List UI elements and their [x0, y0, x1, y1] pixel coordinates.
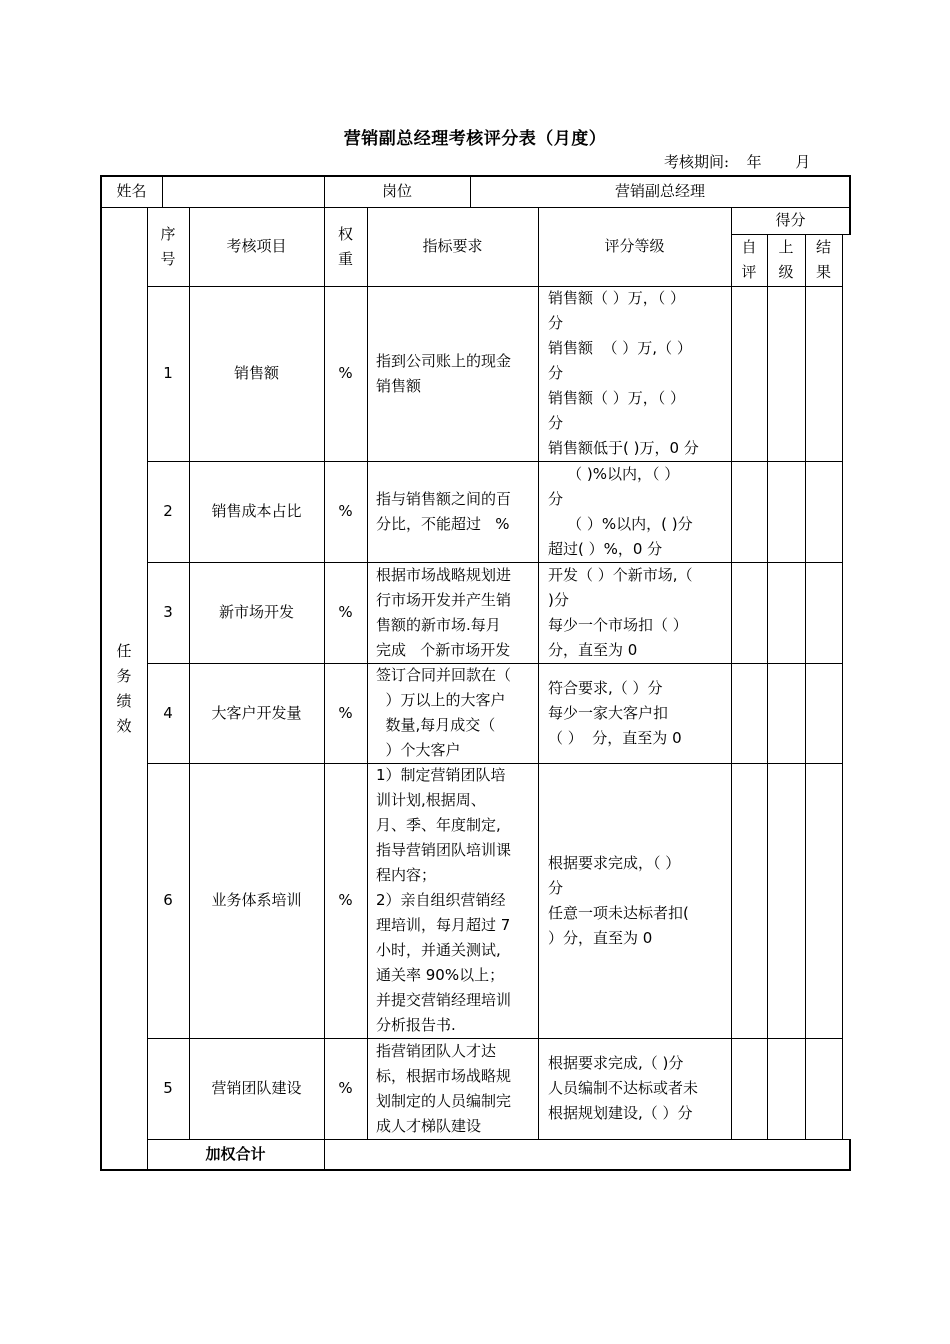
- indicator-line: 指营销团队人才达: [376, 1041, 497, 1060]
- grading-line: （ )%以内，（ ）: [548, 464, 680, 483]
- grid-line: [538, 207, 539, 1139]
- indicator-line: 销售额: [376, 376, 422, 395]
- indicator-line: 程内容；: [376, 866, 437, 884]
- weight-header: 权 重: [337, 224, 353, 268]
- grid-line: [100, 1169, 851, 1171]
- indicator-header: 指标要求: [422, 237, 483, 255]
- indicator-line: 标，根据市场战略规: [376, 1066, 512, 1085]
- row-weight: %: [338, 603, 353, 621]
- row-superior-score[interactable]: [767, 461, 805, 562]
- row-weight: %: [338, 891, 353, 909]
- grading-line: 分: [548, 878, 564, 897]
- category-label: 任 务 绩 效: [116, 641, 132, 735]
- row-self-score[interactable]: [731, 763, 767, 1038]
- grading-line: 开发（ ）个新市场,（: [548, 565, 693, 584]
- row-grading: [538, 286, 731, 461]
- grid-line: [731, 234, 851, 235]
- indicator-line: 签订合同并回款在（: [376, 666, 512, 684]
- grading-line: 销售额（ ）万，（ ）: [548, 389, 686, 407]
- grading-line: 分，直至为 0: [548, 640, 638, 659]
- row-item: 新市场开发: [218, 603, 294, 621]
- row-indicator: [367, 763, 538, 1038]
- grading-header: 评分等级: [604, 237, 665, 255]
- grid-line: [849, 1139, 851, 1171]
- grading-line: 每少一个市场扣（ ）: [548, 615, 688, 634]
- grading-line: 分: [548, 364, 564, 382]
- grid-line: [147, 763, 842, 764]
- period-month: 月: [795, 153, 811, 171]
- grid-line: [100, 175, 851, 177]
- indicator-line: 根据市场战略规划进: [376, 565, 512, 584]
- name-label: 姓名: [116, 182, 147, 200]
- grid-line: [731, 207, 732, 1139]
- grading-line: 分: [548, 489, 564, 508]
- row-superior-score[interactable]: [767, 663, 805, 763]
- grading-line: 销售额 （ ）万,（ ）: [548, 339, 692, 357]
- grid-line: [189, 207, 190, 1139]
- grid-line: [147, 663, 842, 664]
- row-result-score[interactable]: [805, 562, 842, 663]
- assessment-period: [664, 151, 810, 172]
- item-header: 考核项目: [226, 237, 287, 255]
- row-grading: [538, 1038, 731, 1139]
- row-item: 业务体系培训: [211, 891, 302, 909]
- row-superior-score[interactable]: [767, 286, 805, 461]
- seq-header: 序 号: [160, 224, 176, 268]
- grading-line: 销售额低于( )万，0 分: [548, 439, 699, 457]
- grading-line: 根据要求完成，（ ）: [548, 853, 681, 872]
- row-grading: [538, 461, 731, 562]
- row-weight: %: [338, 502, 353, 520]
- grading-line: （ ） 分，直至为 0: [548, 728, 682, 747]
- grid-line: [470, 175, 471, 207]
- weighted-total-value[interactable]: [324, 1139, 850, 1170]
- row-indicator: [367, 663, 538, 763]
- row-seq: 1: [163, 364, 173, 382]
- superior-score-header: 上 级: [778, 238, 794, 281]
- grading-line: 超过( ）%，0 分: [548, 539, 663, 558]
- indicator-line: 成人才梯队建设: [376, 1116, 482, 1135]
- result-score-header: 结 果: [815, 238, 831, 281]
- period-label: 考核期间:: [664, 153, 730, 171]
- row-item: 营销团队建设: [211, 1079, 302, 1097]
- period-year: 年: [746, 153, 762, 171]
- position-label: 岗位: [381, 182, 412, 200]
- grid-line: [842, 234, 843, 1139]
- row-weight: %: [338, 364, 353, 382]
- row-superior-score[interactable]: [767, 1038, 805, 1139]
- row-superior-score[interactable]: [767, 763, 805, 1038]
- row-result-score[interactable]: [805, 763, 842, 1038]
- grid-line: [162, 175, 163, 207]
- row-indicator: [367, 286, 538, 461]
- grid-line: [324, 175, 325, 207]
- grading-line: 任意一项未达标者扣(: [548, 903, 689, 922]
- row-result-score[interactable]: [805, 663, 842, 763]
- name-value[interactable]: [162, 176, 324, 207]
- row-result-score[interactable]: [805, 461, 842, 562]
- weighted-total-label: 加权合计: [205, 1145, 266, 1163]
- row-self-score[interactable]: [731, 562, 767, 663]
- row-grading: [538, 663, 731, 763]
- row-superior-score[interactable]: [767, 562, 805, 663]
- indicator-line: 指导营销团队培训课: [376, 841, 512, 859]
- grading-line: 分: [548, 314, 564, 332]
- grading-line: 每少一家大客户扣: [548, 703, 669, 722]
- grading-line: 根据要求完成,（ )分: [548, 1054, 684, 1072]
- grading-line: 人员编制不达标或者未: [548, 1079, 699, 1097]
- indicator-line: 并提交营销经理培训: [376, 991, 512, 1009]
- indicator-line: 月、季、年度制定,: [376, 816, 501, 834]
- grid-line: [805, 234, 806, 1139]
- row-indicator: [367, 1038, 538, 1139]
- grid-line: [147, 1139, 851, 1140]
- row-seq: 2: [163, 502, 173, 520]
- row-self-score[interactable]: [731, 663, 767, 763]
- grading-line: ）分，直至为 0: [548, 928, 653, 947]
- indicator-line: 1）制定营销团队培: [376, 766, 506, 784]
- grid-line: [147, 207, 148, 1170]
- row-weight: %: [338, 1079, 353, 1097]
- indicator-line: ）万以上的大客户: [376, 691, 506, 709]
- grading-line: 销售额（ ）万，（ ）: [548, 289, 686, 307]
- score-header: 得分: [775, 211, 806, 229]
- grading-line: 分: [548, 414, 564, 432]
- indicator-line: 行市场开发并产生销: [376, 590, 512, 609]
- grading-line: 根据规划建设,（ ）分: [548, 1104, 693, 1122]
- row-indicator: [367, 562, 538, 663]
- indicator-line: 分比，不能超过 %: [376, 514, 510, 533]
- row-self-score[interactable]: [731, 461, 767, 562]
- indicator-line: 分析报告书.: [376, 1016, 456, 1034]
- row-result-score[interactable]: [805, 1038, 842, 1139]
- row-indicator: [367, 461, 538, 562]
- position-value: 营销副总经理: [614, 182, 705, 200]
- indicator-line: 数量,每月成交（: [376, 716, 496, 734]
- grid-line: [849, 175, 851, 234]
- grid-line: [147, 562, 842, 563]
- row-seq: 6: [163, 891, 173, 909]
- grid-line: [100, 207, 851, 208]
- indicator-line: 2）亲自组织营销经: [376, 891, 506, 909]
- row-item: 销售额: [233, 364, 279, 382]
- row-self-score[interactable]: [731, 1038, 767, 1139]
- self-score-header: 自 评: [741, 238, 757, 281]
- row-weight: %: [338, 703, 353, 722]
- row-seq: 3: [163, 603, 173, 621]
- indicator-line: 指与销售额之间的百: [376, 489, 512, 508]
- indicator-line: 划制定的人员编制完: [376, 1091, 512, 1110]
- grading-line: )分: [548, 590, 569, 609]
- grading-line: 符合要求,（ ）分: [548, 678, 663, 697]
- indicator-line: ）个大客户: [376, 741, 461, 759]
- row-item: 销售成本占比: [211, 502, 302, 520]
- grid-line: [100, 175, 102, 1171]
- indicator-line: 通关率 90%以上；: [376, 966, 505, 984]
- row-item: 大客户开发量: [211, 703, 302, 722]
- page-title: 营销副总经理考核评分表（月度）: [343, 129, 607, 149]
- grid-line: [147, 286, 842, 287]
- row-grading: [538, 763, 731, 1038]
- grid-line: [147, 461, 842, 462]
- grading-line: （ ）%以内，( )分: [548, 514, 693, 533]
- grid-line: [367, 207, 368, 1139]
- row-self-score[interactable]: [731, 286, 767, 461]
- row-seq: 5: [163, 1079, 173, 1097]
- indicator-line: 理培训，每月超过 7: [376, 916, 511, 934]
- indicator-line: 训计划,根据周、: [376, 791, 486, 809]
- grid-line: [324, 207, 325, 1170]
- row-grading: [538, 562, 731, 663]
- row-seq: 4: [163, 703, 173, 722]
- grid-line: [767, 234, 768, 1139]
- indicator-line: 完成 个新市场开发: [376, 640, 511, 659]
- indicator-line: 售额的新市场.每月: [376, 615, 501, 634]
- indicator-line: 小时，并通关测试,: [376, 941, 501, 959]
- grid-line: [147, 1038, 842, 1039]
- indicator-line: 指到公司账上的现金: [376, 351, 512, 370]
- row-result-score[interactable]: [805, 286, 842, 461]
